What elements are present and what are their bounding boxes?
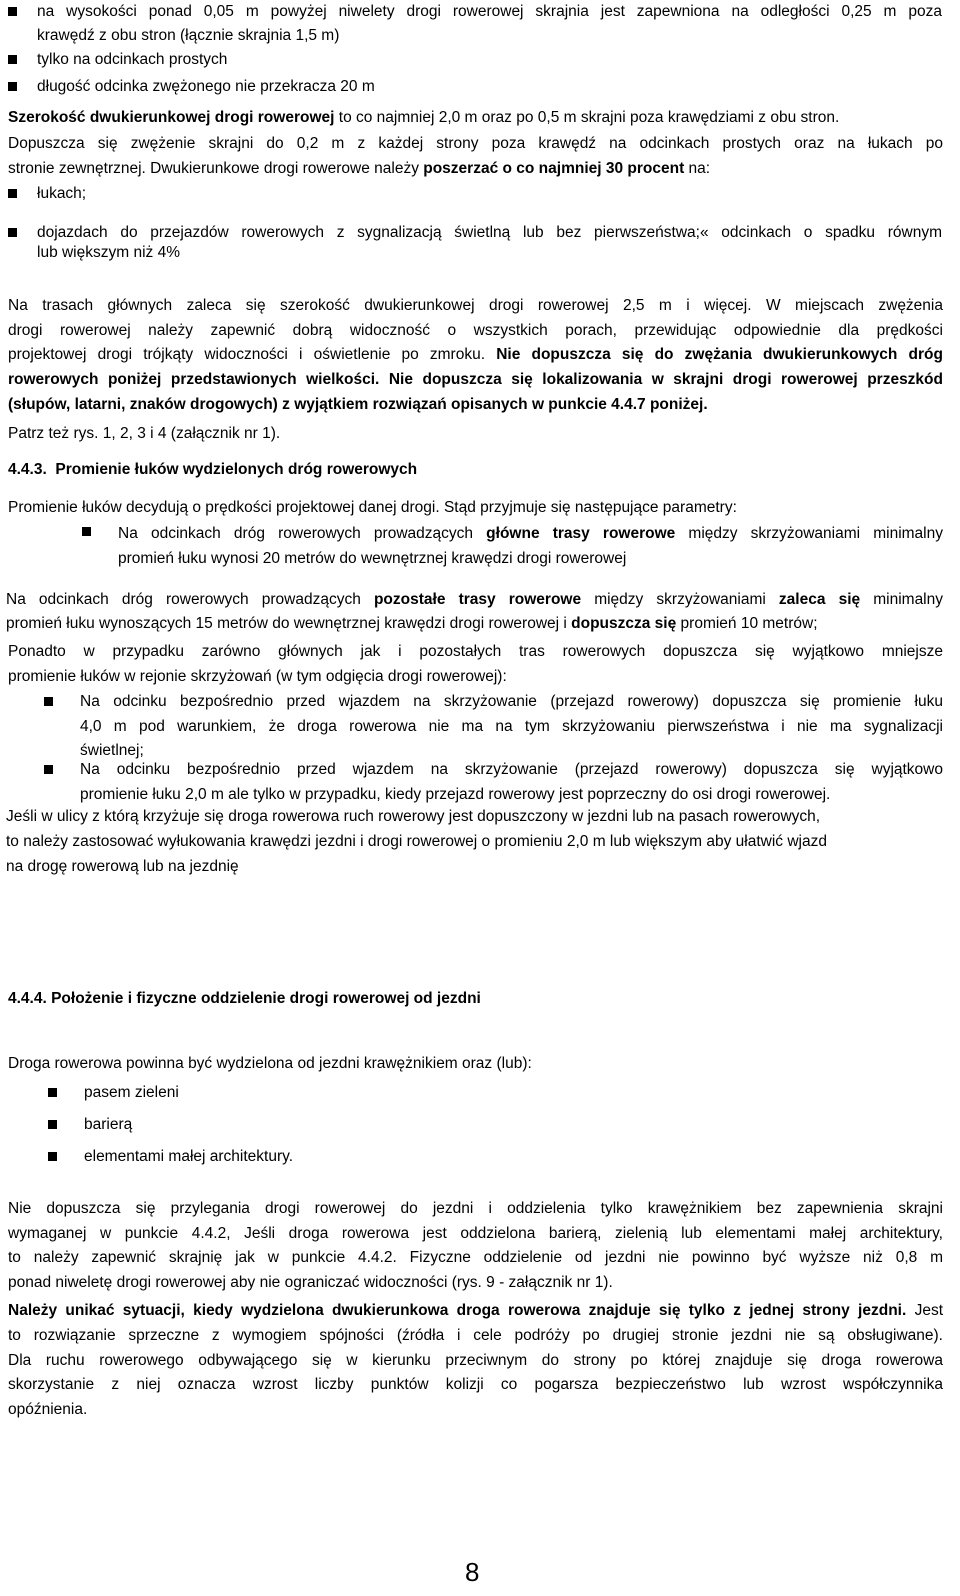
bold-text: Należy unikać sytuacji, kiedy wydzielona dwukierunkowa droga rowerowa znajduje się tylko z jednej strony jezdni. [8, 1302, 907, 1319]
list-item: tylko na odcinkach prostych [37, 51, 228, 68]
list-item: Na odcinku bezpośrednio przed wjazdem na skrzyżowanie (przejazd rowerowy) dopuszcza się wyjątkowo [80, 761, 943, 778]
bullet-marker [8, 228, 17, 237]
bold-text: pozostałe trasy rowerowe [373, 591, 582, 608]
section-title: Promienie łuków wydzielonych dróg rowerowych [55, 461, 418, 478]
paragraph-line: Droga rowerowa powinna być wydzielona od jezdni krawężnikiem oraz (lub): [8, 1055, 532, 1072]
paragraph-line [6, 588, 943, 612]
paragraph-line [8, 343, 943, 367]
list-item-continuation: świetlnej; [80, 742, 144, 759]
list-item: pasem zieleni [84, 1084, 179, 1101]
paragraph-line: opóźnienia. [8, 1401, 88, 1418]
paragraph-line: Dopuszcza się zwężenie skrajni do 0,2 m z każdej strony poza krawędź na odcinkach prostych oraz na łukach po [8, 135, 943, 152]
page-number: 8 [465, 1557, 480, 1587]
text: to co najmniej 2,0 m oraz po 0,5 m skrajni poza krawędziami z obu stron. [334, 109, 840, 126]
list-item-continuation: promienie łuku 2,0 m ale tylko w przypadku, kiedy przejazd rowerowy jest poprzeczny do osi drogi rowerowej. [80, 786, 831, 803]
bullet-marker [48, 1152, 57, 1161]
paragraph-line [8, 157, 710, 181]
list-item: elementami małej architektury. [84, 1148, 294, 1165]
bullet-marker [48, 1120, 57, 1129]
paragraph-line: Ponadto w przypadku zarówno głównych jak i pozostałych tras rowerowych dopuszcza się wyjątkowo mniejsze [8, 643, 943, 660]
list-item: długość odcinka zwężonego nie przekracza 20 m [37, 78, 375, 95]
paragraph-line: Jeśli w ulicy z którą krzyżuje się droga rowerowa ruch rowerowy jest dopuszczony w jezdni lub na pasach rowerowych, [6, 808, 821, 825]
paragraph-line: Na trasach głównych zaleca się szerokość dwukierunkowej drogi rowerowej 2,5 m i więcej. W miejscach zwężenia [8, 297, 943, 314]
bullet-marker [82, 527, 91, 536]
paragraph-line [8, 368, 943, 392]
paragraph-line: Dla ruchu rowerowego odbywającego się w kierunku przeciwnym do strony po której znajduje się droga rowerowa [8, 1352, 943, 1369]
list-item: barierą [84, 1116, 133, 1133]
list-item: dojazdach do przejazdów rowerowych z sygnalizacją świetlną lub bez pierwszeństwa;« odcinkach o spadku równym [37, 224, 942, 241]
list-item-continuation: promień łuku wynosi 20 metrów do wewnętrznej krawędzi drogi rowerowej [118, 550, 627, 567]
paragraph-line: promienie łuków w rejonie skrzyżowań (w tym odgięcia drogi rowerowej): [8, 668, 507, 685]
bold-text: Nie dopuszcza się lokalizowania w skrajni drogi rowerowej przeszkód [388, 371, 943, 388]
paragraph-line: wymaganej w punkcie 4.4.2, Jeśli droga rowerowa jest oddzielona barierą, zielenią lub elementami małej architektury, [8, 1225, 943, 1242]
paragraph-line [6, 612, 818, 636]
bullet-marker [8, 55, 17, 64]
text: Jest [906, 1302, 944, 1319]
paragraph-line: to rozwiązanie sprzeczne z wymogiem spójności (źródła i cele podróży po drugiej stronie jezdni nie są obsługiwane). [8, 1327, 943, 1344]
bullet-marker [48, 1088, 57, 1097]
paragraph-line: na drogę rowerową lub na jezdnię [6, 858, 239, 875]
bold-text: rowerowych poniżej przedstawionych wielkości. [8, 371, 380, 388]
list-item-continuation: lub większym niż 4% [37, 244, 180, 261]
paragraph-line: Promienie łuków decydują o prędkości projektowej danej drogi. Stąd przyjmuje się następujące parametry: [8, 499, 737, 516]
text: stronie zewnętrznej. Dwukierunkowe drogi rowerowe należy [8, 160, 424, 177]
bold-text: Szerokość dwukierunkowej drogi rowerowej [8, 109, 335, 126]
text: minimalny [860, 591, 944, 608]
paragraph-line: ponad niweletę drogi rowerowej aby nie ograniczać widoczności (rys. 9 - załącznik nr 1). [8, 1274, 613, 1291]
text: między skrzyżowaniami [581, 591, 779, 608]
bold-text: Nie dopuszcza się do zwężania dwukierunkowych dróg [496, 346, 943, 363]
text: promień łuku wynoszących 15 metrów do wewnętrznej krawędzi drogi rowerowej i [6, 615, 572, 632]
section-heading: 4.4.4. Położenie i fizyczne oddzielenie drogi rowerowej od jezdni [8, 990, 481, 1007]
paragraph-line [8, 106, 839, 130]
text: na: [684, 160, 711, 177]
bullet-marker [8, 189, 17, 198]
bullet-marker [8, 82, 17, 91]
section-number: 4.4.3. [8, 461, 47, 478]
bullet-marker [44, 697, 53, 706]
bold-text: zaleca się [778, 591, 861, 608]
bold-text: poszerzać o co najmniej 30 procent [423, 160, 685, 177]
list-item-continuation: krawędź z obu stron (łącznie skrajnia 1,5 m) [37, 27, 340, 44]
paragraph-line: to należy zapewnić skrajnię jak w punkcie 4.4.2. Fizyczne oddzielenie od jezdni nie powinno być wyższe niż 0,8 m [8, 1249, 943, 1266]
paragraph-line: Patrz też rys. 1, 2, 3 i 4 (załącznik nr 1). [8, 425, 281, 442]
section-heading [8, 458, 417, 482]
paragraph-line: (słupów, latarni, znaków drogowych) z wyjątkiem rozwiązań opisanych w punkcie 4.4.7 poniżej. [8, 396, 708, 413]
list-item: Na odcinku bezpośrednio przed wjazdem na skrzyżowanie (przejazd rowerowy) dopuszcza się promienie łuku [80, 693, 943, 710]
bold-text: główne trasy rowerowe [486, 525, 676, 542]
paragraph-line: to należy zastosować wyłukowania krawędzi jezdni i drogi rowerowej o promieniu 2,0 m lub większym aby ułatwić wjazd [6, 833, 827, 850]
bullet-marker [8, 7, 17, 16]
text: Na odcinkach dróg rowerowych prowadzących [118, 525, 487, 542]
bold-text: dopuszcza się [571, 615, 677, 632]
text: Na odcinkach dróg rowerowych prowadzących [6, 591, 374, 608]
text: projektowej drogi trójkąty widoczności i oświetlenie po zmroku. [8, 346, 497, 363]
paragraph-line: drogi rowerowej należy zapewnić dobrą widoczność o wszystkich porach, przewidując odpowiednie dla prędkości [8, 322, 943, 339]
text: między skrzyżowaniami minimalny [675, 525, 943, 542]
text: promień 10 metrów; [676, 615, 818, 632]
list-item-continuation: 4,0 m pod warunkiem, że droga rowerowa nie ma na tym skrzyżowaniu pierwszeństwa i nie ma sygnalizacji [80, 718, 943, 735]
list-item [118, 522, 943, 546]
list-item: na wysokości ponad 0,05 m powyżej niwelety drogi rowerowej skrajnia jest zapewniona na odległości 0,25 m poza [37, 3, 942, 20]
paragraph-line: skorzystanie z niej oznacza wzrost liczby punktów kolizji co pogarsza bezpieczeństwo lub wzrost współczynnika [8, 1376, 943, 1393]
paragraph-line: Nie dopuszcza się przylegania drogi rowerowej do jezdni i oddzielenia tylko krawężnikiem bez zapewnienia skrajni [8, 1200, 943, 1217]
paragraph-line [8, 1299, 943, 1323]
list-item: łukach; [37, 185, 87, 202]
bullet-marker [44, 765, 53, 774]
